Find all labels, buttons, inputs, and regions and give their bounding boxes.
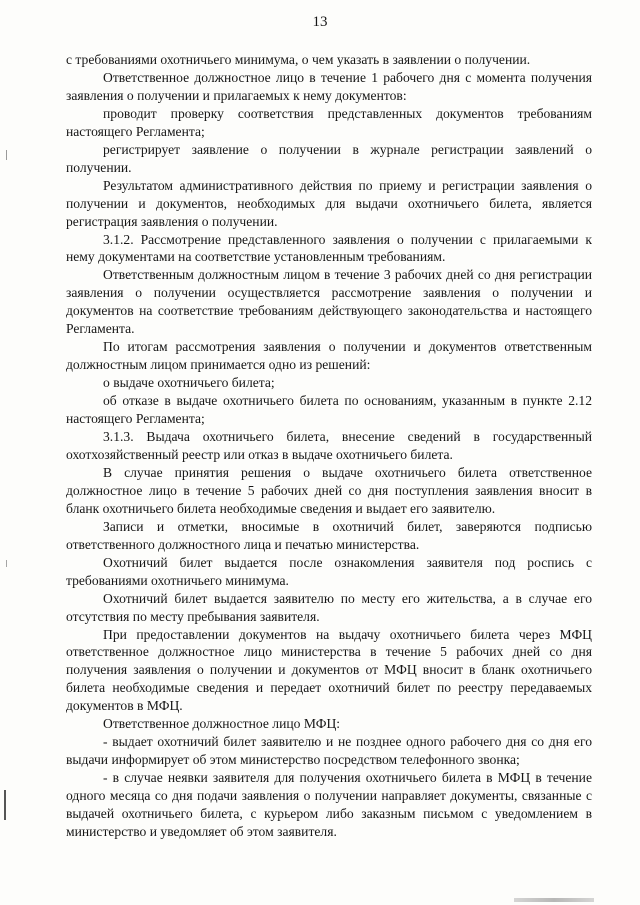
paragraph: проводит проверку соответствия представленных документов требованиям настоящего Регламента; <box>66 105 592 139</box>
paragraph: Результатом административного действия по приему и регистрации заявления о получении и документов, необходимых для выдачи охотничьего билета, является регистрация заявления о получении. <box>66 177 592 229</box>
paragraph: Записи и отметки, вносимые в охотничий билет, заверяются подписью ответственного должностного лица и печатью министерства. <box>66 518 592 552</box>
document-body <box>66 51 592 841</box>
scan-artifact <box>4 790 6 820</box>
list-item: - выдает охотничий билет заявителю и не позднее одного рабочего дня со дня его выдачи информирует об этом министерство посредством телефонного звонка; <box>66 734 592 768</box>
scan-artifact <box>6 560 7 567</box>
page-number: 13 <box>312 14 328 30</box>
section-heading: 3.1.2. Рассмотрение представленного заявления о получении с прилагаемыми к нему документами на соответствие установленным требованиям. <box>66 231 592 265</box>
paragraph: Охотничий билет выдается заявителю по месту его жительства, а в случае его отсутствия по месту пребывания заявителя. <box>66 590 592 624</box>
list-item: об отказе в выдаче охотничьего билета по основаниям, указанным в пункте 2.12 настоящего Регламента; <box>66 393 592 427</box>
paragraph: В случае принятия решения о выдаче охотничьего билета ответственное должностное лицо в течение 5 рабочих дней со дня поступления заявления вносит в бланк охотничьего билета необходимые сведения и выдает его заявителю. <box>66 464 592 516</box>
paragraph: регистрирует заявление о получении в журнале регистрации заявлений о получении. <box>66 141 592 175</box>
paragraph: Ответственное должностное лицо в течение 1 рабочего дня с момента получения заявления о получении и прилагаемых к нему документов: <box>66 69 592 103</box>
paragraph: По итогам рассмотрения заявления о получении и документов ответственным должностным лицом принимается одно из решений: <box>66 339 592 373</box>
paragraph: Ответственное должностное лицо МФЦ: <box>103 716 341 732</box>
paragraph: Ответственным должностным лицом в течение 3 рабочих дней со дня регистрации заявления о получении осуществляется рассмотрение заявления о получении и документов на соответствие требованиям действующего законодательства и настоящего Регламента. <box>66 267 592 337</box>
scan-artifact <box>514 898 594 902</box>
paragraph: Охотничий билет выдается после ознакомления заявителя под роспись с требованиями охотничьего минимума. <box>66 554 592 588</box>
scan-artifact <box>6 150 7 160</box>
paragraph: При предоставлении документов на выдачу охотничьего билета через МФЦ ответственное должностное лицо министерства в течение 5 рабочих дней со дня получения заявления о получении и документов от МФЦ вносит в бланк охотничьего билета необходимые сведения и передает охотничий билет по реестру передаваемых документов в МФЦ. <box>66 626 592 714</box>
paragraph: с требованиями охотничьего минимума, о чем указать в заявлении о получении. <box>66 52 531 67</box>
list-item: - в случае неявки заявителя для получения охотничьего билета в МФЦ в течение одного месяца со дня подачи заявления о получении направляет документы, связанные с выдачей охотничьего билета, с курьером либо заказным письмом с уведомлением в министерство и уведомляет об этом заявителя. <box>66 770 592 839</box>
list-item: о выдаче охотничьего билета; <box>103 375 275 391</box>
section-heading: 3.1.3. Выдача охотничьего билета, внесение сведений в государственный охотхозяйственный реестр или отказ в выдаче охотничьего билета. <box>66 429 592 462</box>
